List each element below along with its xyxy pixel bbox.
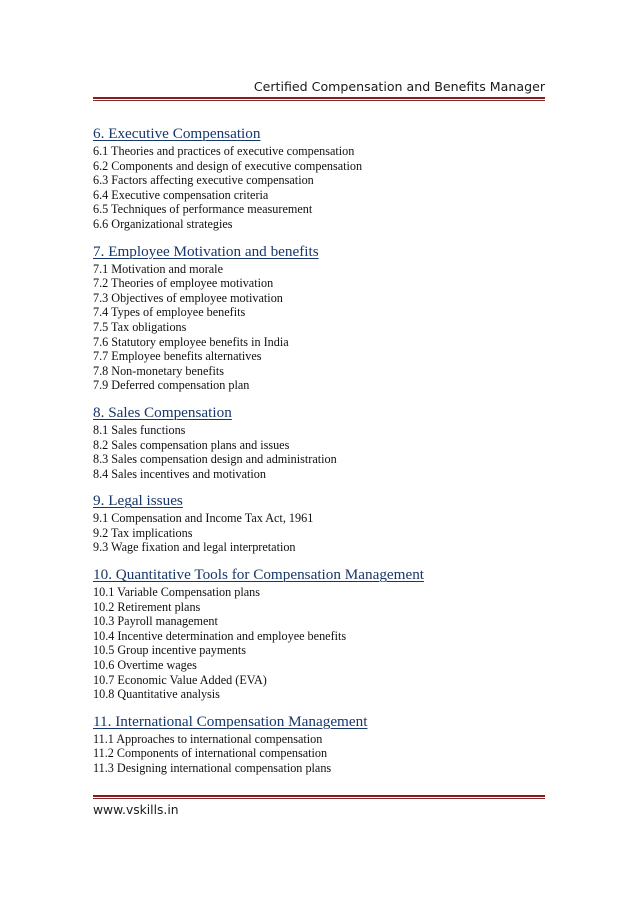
header-divider [93, 97, 545, 99]
list-item: 11.3 Designing international compensation plans [93, 761, 332, 775]
section-employee-motivation [93, 243, 545, 393]
list-item: 10.1 Variable Compensation plans [93, 585, 260, 600]
section-sales-compensation [93, 404, 545, 481]
list-item: 7.4 Types of employee benefits [93, 305, 246, 320]
list-item: 8.1 Sales functions [93, 422, 186, 437]
list-item: 10.3 Payroll management [93, 614, 218, 629]
list-item: 10.2 Retirement plans [93, 599, 201, 614]
section-heading: 8. Sales Compensation [93, 403, 232, 421]
list-item: 7.2 Theories of employee motivation [93, 276, 274, 291]
section-international-compensation [93, 713, 545, 776]
list-item: 7.7 Employee benefits alternatives [93, 349, 262, 364]
list-item: 7.1 Motivation and morale [93, 261, 223, 276]
list-item: 10.4 Incentive determination and employee benefits [93, 628, 347, 643]
footer-url: www.vskills.in [93, 803, 179, 817]
section-heading: 9. Legal issues [93, 492, 183, 510]
list-item: 8.4 Sales incentives and motivation [93, 466, 266, 481]
list-item: 7.9 Deferred compensation plan [93, 378, 250, 393]
list-item: 7.3 Objectives of employee motivation [93, 290, 283, 305]
list-item: 8.2 Sales compensation plans and issues [93, 437, 290, 452]
footer-divider [93, 795, 545, 797]
list-item: 6.3 Factors affecting executive compensation [93, 173, 314, 188]
list-item: 7.6 Statutory employee benefits in India [93, 334, 289, 349]
section-legal-issues [93, 492, 545, 555]
header-divider-thin [93, 100, 545, 101]
list-item: 7.5 Tax obligations [93, 319, 187, 334]
page-header: Certified Compensation and Benefits Manager [253, 79, 545, 94]
list-item: 6.6 Organizational strategies [93, 216, 233, 231]
list-item: 10.7 Economic Value Added (EVA) [93, 672, 267, 687]
list-item: 11.2 Components of international compensation [93, 746, 328, 761]
section-heading: 11. International Compensation Management [93, 712, 368, 730]
list-item: 9.1 Compensation and Income Tax Act, 1961 [93, 511, 314, 526]
section-heading: 10. Quantitative Tools for Compensation Management [93, 566, 425, 584]
section-quantitative-tools [93, 566, 545, 702]
list-item: 11.1 Approaches to international compensation [93, 731, 323, 746]
list-item: 9.3 Wage fixation and legal interpretation [93, 540, 296, 555]
list-item: 6.2 Components and design of executive compensation [93, 158, 363, 173]
list-item: 6.1 Theories and practices of executive compensation [93, 144, 355, 158]
list-item: 7.8 Non-monetary benefits [93, 363, 224, 378]
list-item: 6.4 Executive compensation criteria [93, 187, 269, 202]
list-item: 10.6 Overtime wages [93, 658, 197, 673]
section-executive-compensation [93, 125, 545, 232]
section-heading: 6. Executive Compensation [93, 125, 261, 142]
footer-divider-thin [93, 798, 545, 799]
list-item: 10.8 Quantitative analysis [93, 687, 220, 702]
syllabus-content [93, 125, 545, 776]
list-item: 6.5 Techniques of performance measurement [93, 202, 313, 217]
list-item: 8.3 Sales compensation design and administration [93, 452, 337, 467]
section-heading: 7. Employee Motivation and benefits [93, 242, 319, 260]
list-item: 9.2 Tax implications [93, 525, 193, 540]
list-item: 10.5 Group incentive payments [93, 643, 246, 658]
